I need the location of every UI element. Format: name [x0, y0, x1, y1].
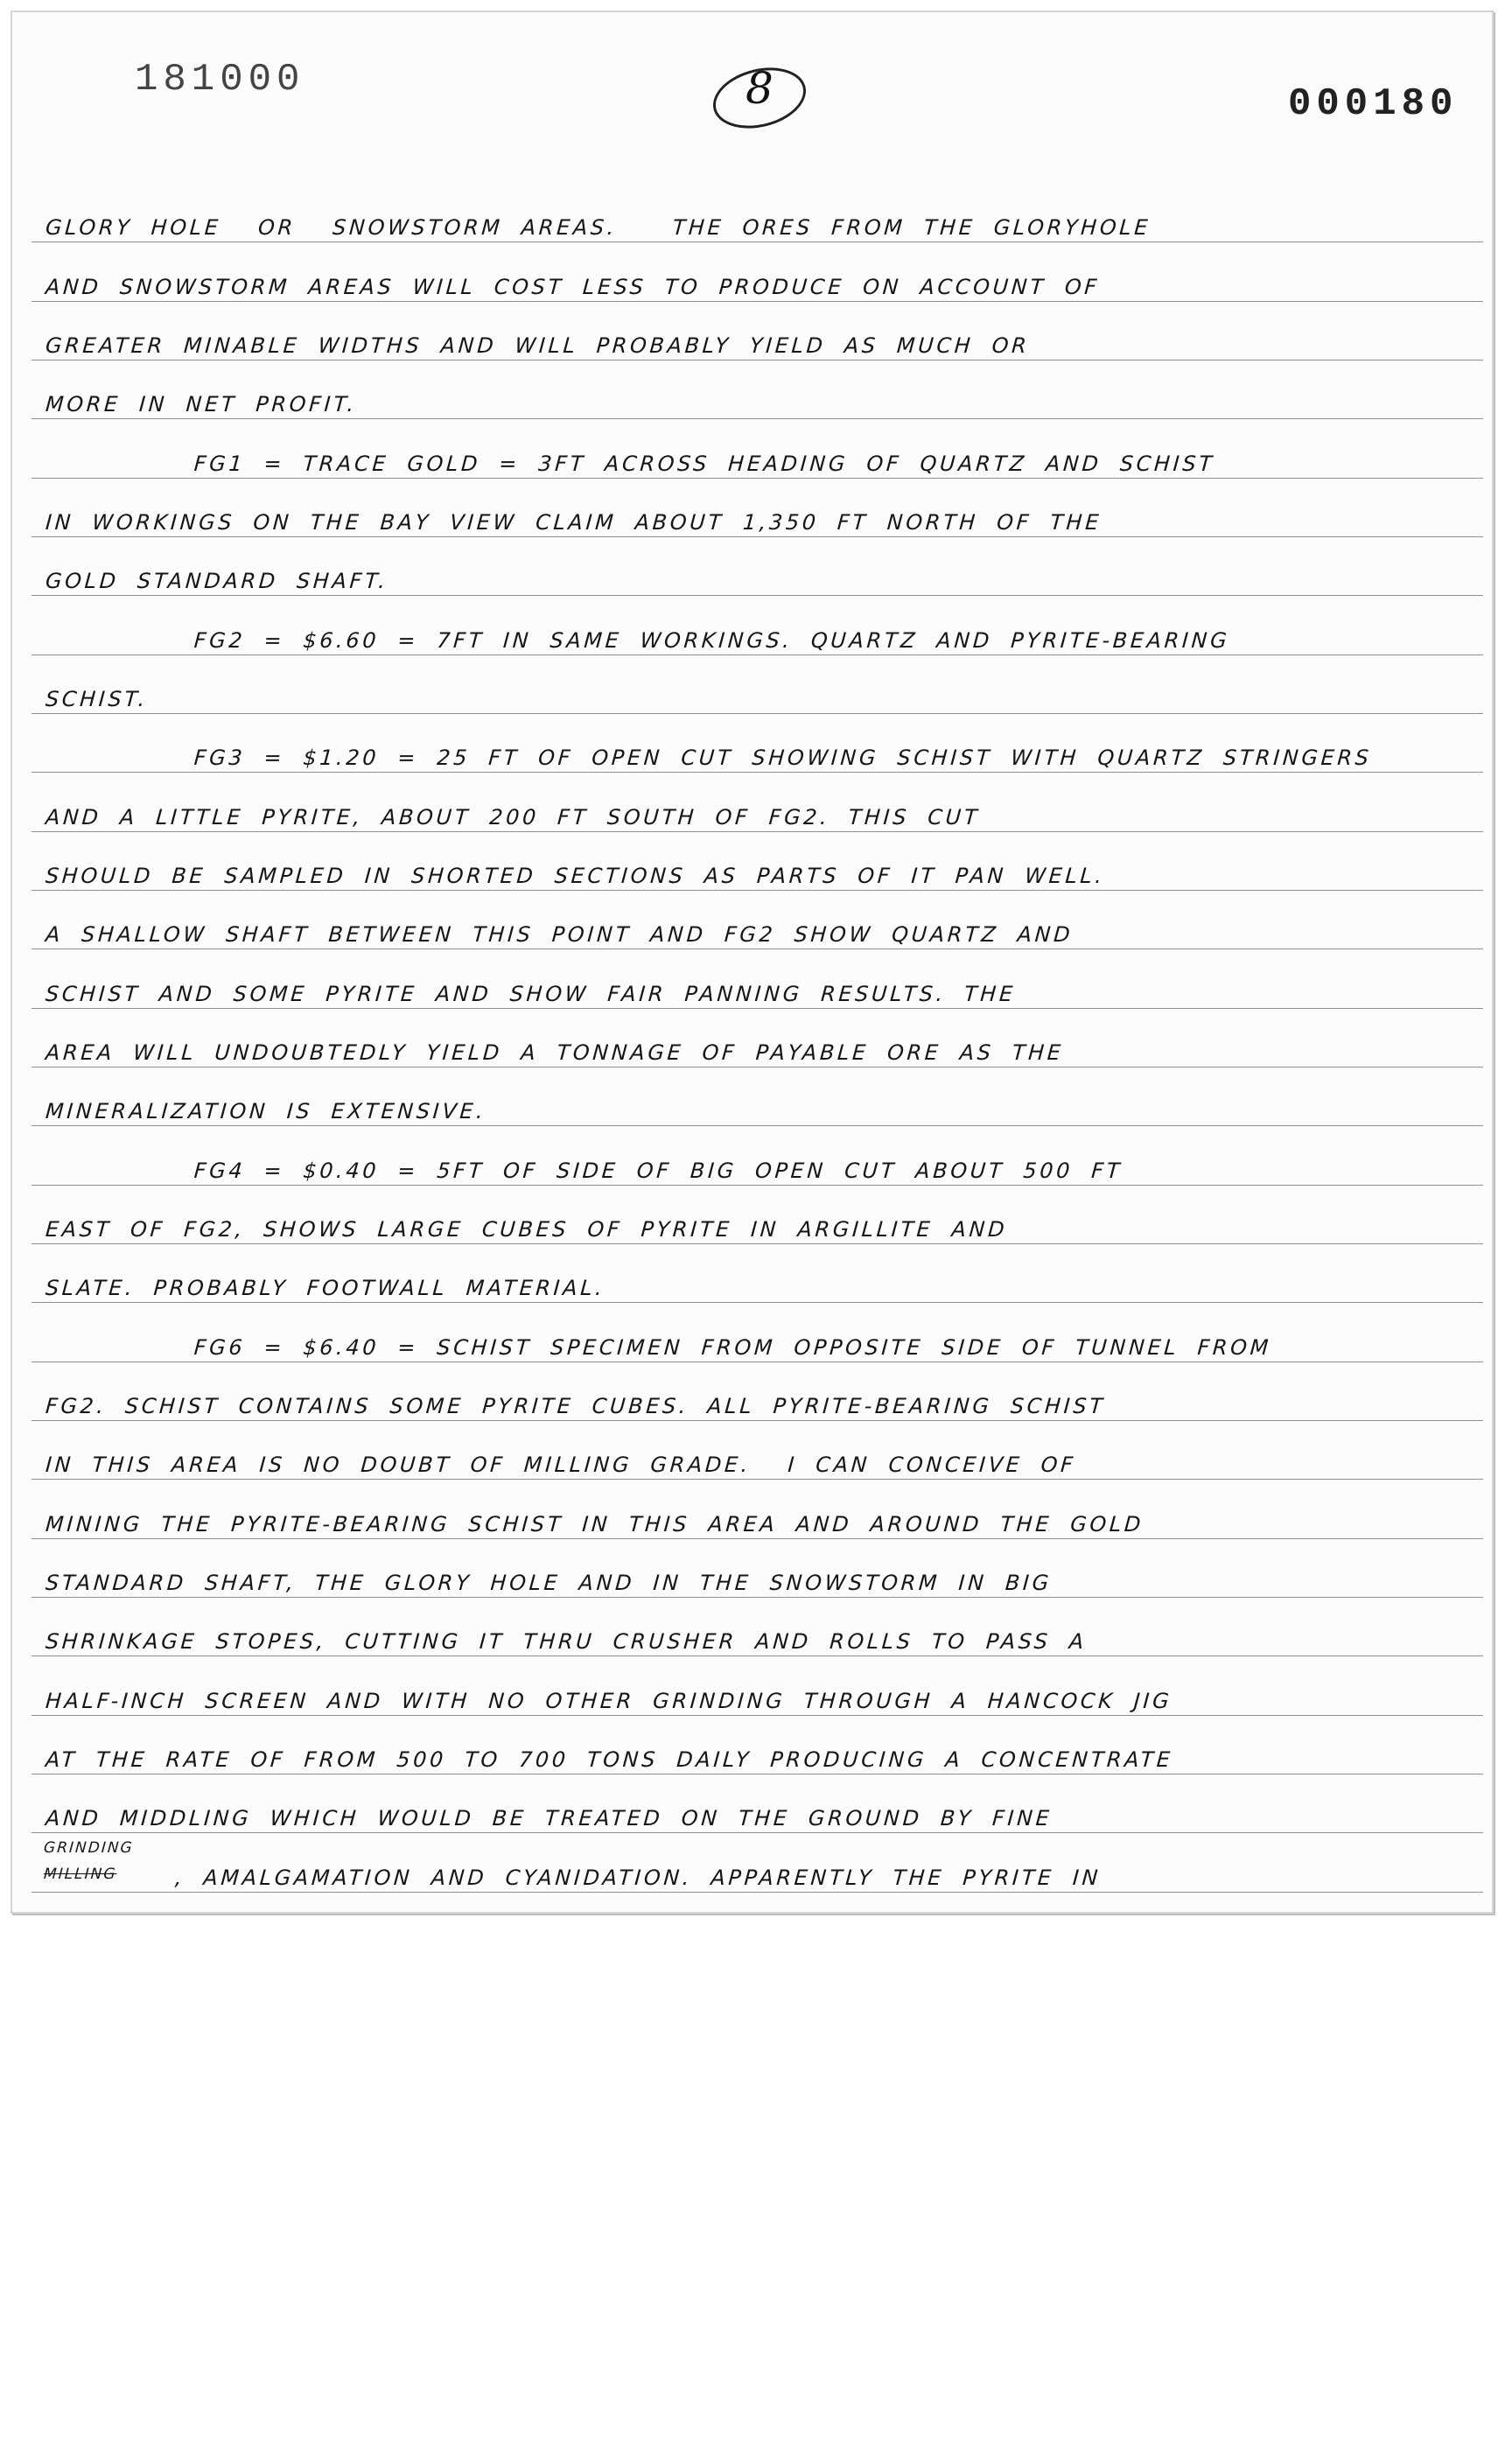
text-line: SCHIST. [45, 687, 149, 711]
text-line: GREATER MINABLE WIDTHS AND WILL PROBABLY YIELD AS MUCH OR [45, 333, 1031, 358]
text-line: FG2. SCHIST CONTAINS SOME PYRITE CUBES. ALL PYRITE-BEARING SCHIST [45, 1394, 1107, 1418]
text-line: FG3 = $1.20 = 25 FT OF OPEN CUT SHOWING SCHIST WITH QUARTZ STRINGERS [45, 746, 1373, 770]
text-line: A SHALLOW SHAFT BETWEEN THIS POINT AND FG2 SHOW QUARTZ AND [45, 922, 1074, 947]
handwritten-page [10, 10, 1494, 1914]
text-line: AND SNOWSTORM AREAS WILL COST LESS TO PRODUCE ON ACCOUNT OF [45, 275, 1101, 299]
text-line: AND MIDDLING WHICH WOULD BE TREATED ON THE GROUND BY FINE [45, 1806, 1054, 1830]
document-number-left: 181000 [135, 58, 305, 102]
text-line: FG6 = $6.40 = SCHIST SPECIMEN FROM OPPOSITE SIDE OF TUNNEL FROM [45, 1335, 1273, 1360]
text-line: IN WORKINGS ON THE BAY VIEW CLAIM ABOUT 1,350 FT NORTH OF THE [45, 510, 1103, 535]
text-line: IN THIS AREA IS NO DOUBT OF MILLING GRADE. I CAN CONCEIVE OF [45, 1452, 1077, 1477]
text-line: AREA WILL UNDOUBTEDLY YIELD A TONNAGE OF PAYABLE ORE AS THE [45, 1040, 1065, 1065]
text-line: EAST OF FG2, SHOWS LARGE CUBES OF PYRITE IN ARGILLITE AND [45, 1217, 1009, 1242]
text-line: MINERALIZATION IS EXTENSIVE. [45, 1099, 487, 1124]
text-line: SCHIST AND SOME PYRITE AND SHOW FAIR PANNING RESULTS. THE [45, 982, 1017, 1006]
text-line: MINING THE PYRITE-BEARING SCHIST IN THIS AREA AND AROUND THE GOLD [45, 1512, 1145, 1536]
page-number-mark: 8 [746, 63, 774, 114]
text-line: HALF-INCH SCREEN AND WITH NO OTHER GRINDING THROUGH A HANCOCK JIG [45, 1689, 1173, 1713]
text-line: FG4 = $0.40 = 5FT OF SIDE OF BIG OPEN CUT ABOUT 500 FT [45, 1158, 1124, 1183]
text-line: AT THE RATE OF FROM 500 TO 700 TONS DAILY PRODUCING A CONCENTRATE [45, 1747, 1174, 1772]
text-line: MORE IN NET PROFIT. [45, 392, 358, 416]
document-number-right: 000180 [1288, 82, 1459, 126]
inserted-word: GRINDING [43, 1839, 135, 1857]
text-line: SHOULD BE SAMPLED IN SHORTED SECTIONS AS PARTS OF IT PAN WELL. [45, 864, 1106, 888]
text-line: FG2 = $6.60 = 7FT IN SAME WORKINGS. QUARTZ AND PYRITE-BEARING [45, 628, 1231, 653]
struck-word: MILLING [43, 1866, 118, 1883]
text-line: GLORY HOLE OR SNOWSTORM AREAS. THE ORES FROM THE GLORYHOLE [45, 215, 1152, 240]
text-line: STANDARD SHAFT, THE GLORY HOLE AND IN THE SNOWSTORM IN BIG [45, 1571, 1053, 1595]
text-line: FG1 = TRACE GOLD = 3FT ACROSS HEADING OF QUARTZ AND SCHIST [45, 452, 1216, 476]
text-line: AND A LITTLE PYRITE, ABOUT 200 FT SOUTH OF FG2. THIS CUT [45, 805, 982, 830]
text-line: SHRINKAGE STOPES, CUTTING IT THRU CRUSHER AND ROLLS TO PASS A [45, 1629, 1088, 1654]
text-line: SLATE. PROBABLY FOOTWALL MATERIAL. [45, 1276, 606, 1300]
text-line: , AMALGAMATION AND CYANIDATION. APPARENTLY THE PYRITE IN [174, 1866, 1102, 1890]
text-line: GOLD STANDARD SHAFT. [45, 569, 389, 593]
